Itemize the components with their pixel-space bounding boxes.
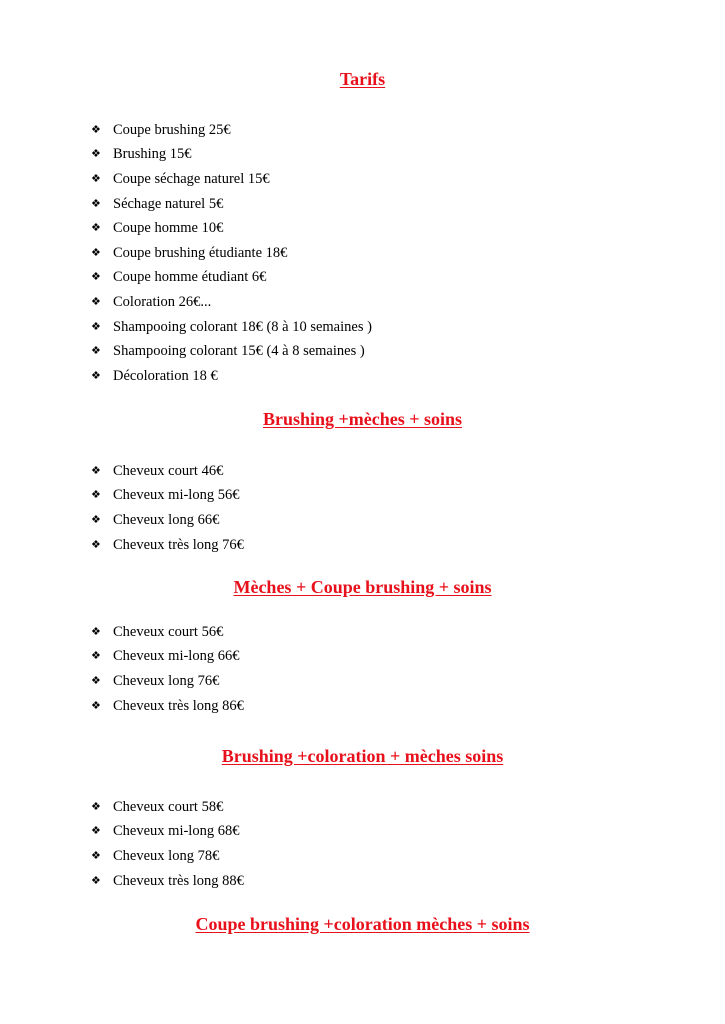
list-item (91, 266, 372, 291)
section-heading: Brushing +coloration + mèches soins (221, 746, 504, 766)
list-item (91, 795, 244, 820)
list-item (91, 645, 244, 670)
item-label: Shampooing colorant 18€ (8 à 10 semaines ) (113, 318, 372, 335)
item-label: Coupe homme étudiant 6€ (113, 269, 267, 286)
list-item (91, 216, 372, 241)
price-list (91, 459, 244, 557)
item-label: Cheveux mi-long 66€ (113, 648, 240, 665)
item-label: Cheveux long 66€ (113, 511, 220, 528)
section-heading: Brushing +mèches + soins (262, 409, 463, 429)
item-label: Cheveux très long 88€ (113, 872, 244, 889)
list-item (91, 869, 244, 894)
list-item (91, 669, 244, 694)
list-item (91, 192, 372, 217)
diamond-bullet-icon: ❖ (91, 123, 101, 136)
list-item (91, 508, 244, 533)
diamond-bullet-icon: ❖ (91, 222, 101, 235)
item-label: Coupe brushing 25€ (113, 121, 231, 138)
list-item (91, 694, 244, 719)
item-label: Shampooing colorant 15€ (4 à 8 semaines ) (113, 343, 365, 360)
section-heading: Coupe brushing +coloration mèches + soins (195, 914, 530, 934)
diamond-bullet-icon: ❖ (91, 874, 101, 887)
item-label: Cheveux mi-long 56€ (113, 487, 240, 504)
diamond-bullet-icon: ❖ (91, 699, 101, 712)
item-label: Décoloration 18 € (113, 367, 218, 384)
section-heading: Mèches + Coupe brushing + soins (233, 577, 492, 597)
item-label: Coupe brushing étudiante 18€ (113, 244, 288, 261)
item-label: Coloration 26€... (113, 293, 212, 310)
list-item (91, 241, 372, 266)
item-label: Cheveux très long 86€ (113, 697, 244, 714)
price-list (91, 795, 244, 893)
list-item (91, 620, 244, 645)
section-heading: Tarifs (339, 69, 386, 89)
diamond-bullet-icon: ❖ (91, 674, 101, 687)
diamond-bullet-icon: ❖ (91, 513, 101, 526)
item-label: Cheveux court 56€ (113, 623, 224, 640)
diamond-bullet-icon: ❖ (91, 320, 101, 333)
diamond-bullet-icon: ❖ (91, 464, 101, 477)
item-label: Cheveux court 46€ (113, 462, 224, 479)
list-item (91, 167, 372, 192)
item-label: Séchage naturel 5€ (113, 195, 224, 212)
item-label: Brushing 15€ (113, 146, 192, 163)
price-list (91, 118, 372, 389)
list-item (91, 339, 372, 364)
price-list (91, 620, 244, 718)
list-item (91, 290, 372, 315)
list-item (91, 844, 244, 869)
item-label: Cheveux long 76€ (113, 672, 220, 689)
diamond-bullet-icon: ❖ (91, 825, 101, 838)
diamond-bullet-icon: ❖ (91, 625, 101, 638)
list-item (91, 364, 372, 389)
diamond-bullet-icon: ❖ (91, 148, 101, 161)
list-item (91, 459, 244, 484)
item-label: Coupe homme 10€ (113, 220, 224, 237)
diamond-bullet-icon: ❖ (91, 172, 101, 185)
diamond-bullet-icon: ❖ (91, 489, 101, 502)
diamond-bullet-icon: ❖ (91, 345, 101, 358)
item-label: Coupe séchage naturel 15€ (113, 170, 270, 187)
diamond-bullet-icon: ❖ (91, 295, 101, 308)
list-item (91, 315, 372, 340)
diamond-bullet-icon: ❖ (91, 197, 101, 210)
item-label: Cheveux court 58€ (113, 798, 224, 815)
diamond-bullet-icon: ❖ (91, 538, 101, 551)
item-label: Cheveux long 78€ (113, 847, 220, 864)
item-label: Cheveux mi-long 68€ (113, 823, 240, 840)
item-label: Cheveux très long 76€ (113, 536, 244, 553)
diamond-bullet-icon: ❖ (91, 849, 101, 862)
list-item (91, 143, 372, 168)
list-item (91, 118, 372, 143)
diamond-bullet-icon: ❖ (91, 246, 101, 259)
list-item (91, 533, 244, 558)
diamond-bullet-icon: ❖ (91, 800, 101, 813)
diamond-bullet-icon: ❖ (91, 650, 101, 663)
list-item (91, 820, 244, 845)
list-item (91, 484, 244, 509)
diamond-bullet-icon: ❖ (91, 271, 101, 284)
diamond-bullet-icon: ❖ (91, 369, 101, 382)
